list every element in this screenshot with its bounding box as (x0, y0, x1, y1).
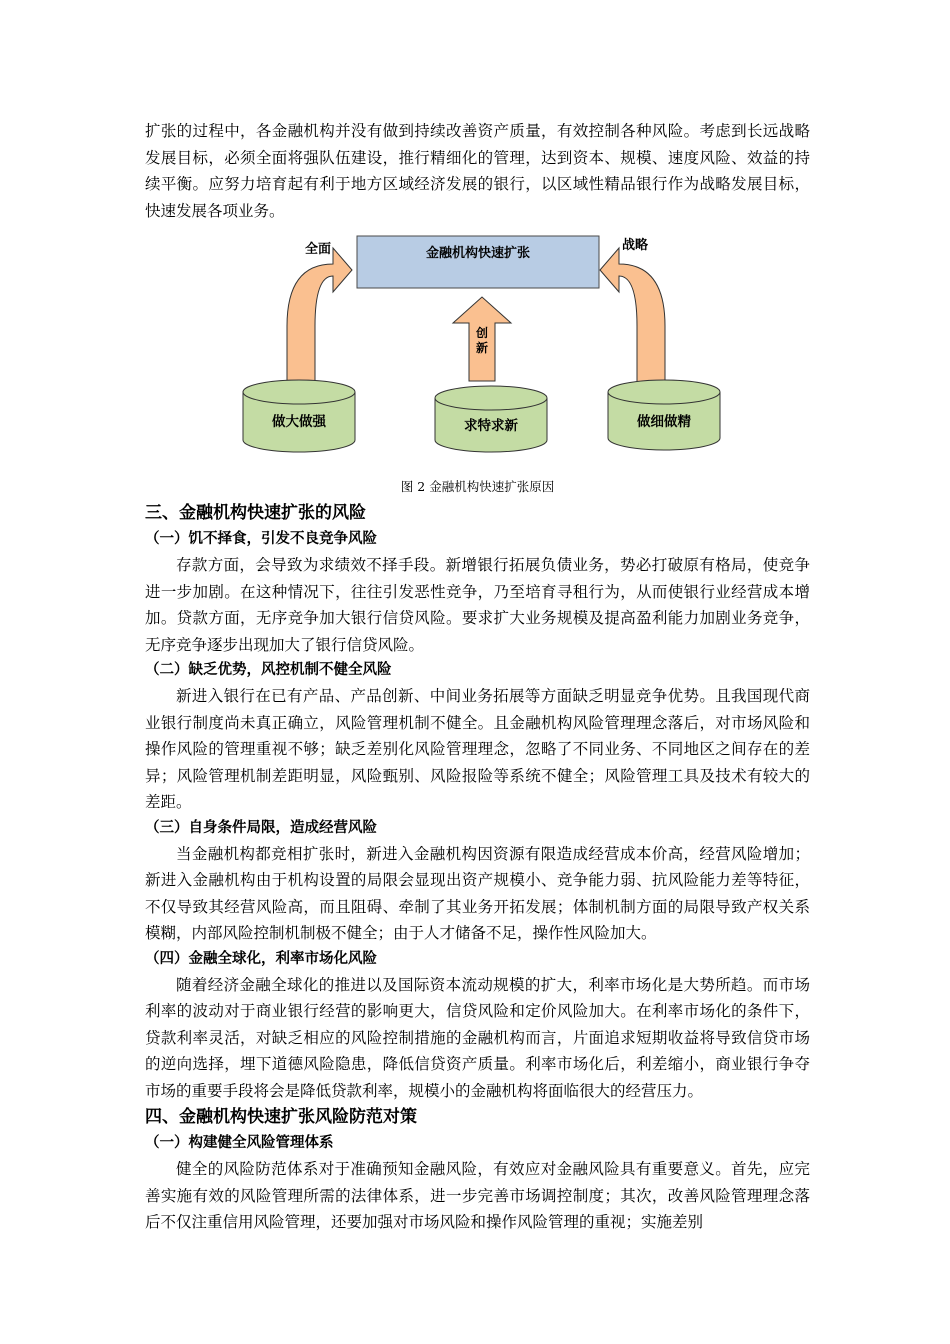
left-arrow-label: 全面 (305, 242, 332, 257)
right-arrow-label: 战略 (622, 238, 649, 253)
section4-heading: 四、金融机构快速扩张风险防范对策 (145, 1107, 417, 1127)
middle-cylinder (435, 386, 547, 452)
section3-sub2-heading: （二）缺乏优势，风控机制不健全风险 (145, 662, 392, 678)
left-cylinder (243, 380, 355, 452)
section3-sub2-text: 新进入银行在已有产品、产品创新、中间业务拓展等方面缺乏明显竞争优势。且我国现代商业银行制度尚未真正确立，风险管理机制不健全。且金融机构风险管理理念落后，对市场风险和操作风险的管理重视不够；缺乏差别化风险管理理念，忽略了不同业务、不同地区之间存在的差异；风险管理机制差距明显，风险甄别、风险报险等系统不健全；风险管理工具及技术有较大的差距。 (145, 687, 810, 811)
section3-sub3-heading: （三）自身条件局限，造成经营风险 (145, 819, 377, 836)
section3-sub3-text: 当金融机构都竞相扩张时，新进入金融机构因资源有限造成经营成本价高，经营风险增加；新进入金融机构由于机构设置的局限会显现出资产规模小、竞争能力弱、抗风险能力差等特征，不仅导致其经营风险高，而且阻碍、牵制了其业务开拓发展；体制机制方面的局限导致产权关系模糊，内部风险控制机制极不健全；由于人才储备不足，操作性风险加大。 (145, 844, 810, 942)
middle-arrow-label-2: 新 (475, 341, 489, 355)
diagram-svg (145, 226, 810, 476)
middle-arrow-label-1: 创 (475, 326, 489, 340)
right-cylinder (608, 380, 720, 450)
section3-heading: 三、金融机构快速扩张的风险 (145, 503, 366, 523)
right-cylinder-label: 做细做精 (637, 414, 691, 430)
document-page (145, 118, 810, 1236)
section4-sub1-heading: （一）构建健全风险管理体系 (145, 1135, 334, 1151)
left-curved-arrow (287, 248, 352, 394)
top-box-label: 金融机构快速扩张 (425, 246, 531, 261)
middle-cylinder-label: 求特求新 (464, 418, 518, 434)
section3-sub1-text: 存款方面，会导致为求绩效不择手段。新增银行拓展负债业务，势必打破原有格局，使竞争进一步加剧。在这种情况下，往往引发恶性竞争，乃至培育寻租行为，从而使银行业经营成本增加。贷款方面，无序竞争加大银行信贷风险。要求扩大业务规模及提高盈利能力加剧业务竞争，无序竞争逐步出现加大了银行信贷风险。 (145, 556, 810, 654)
expansion-diagram (145, 226, 810, 476)
section3-sub1-heading: （一）饥不择食，引发不良竞争风险 (145, 531, 377, 547)
section4-sub1-text: 健全的风险防范体系对于准确预知金融风险，有效应对金融风险具有重要意义。首先，应完善实施有效的风险管理所需的法律体系，进一步完善市场调控制度；其次，改善风险管理理念落后不仅注重信用风险管理，还要加强对市场风险和操作风险管理的重视；实施差别 (145, 1160, 810, 1231)
left-cylinder-label: 做大做强 (272, 414, 326, 430)
top-box (357, 236, 599, 288)
right-curved-arrow (600, 248, 665, 394)
figure-caption: 图 2 金融机构快速扩张原因 (400, 479, 555, 494)
intro-paragraph: 扩张的过程中，各金融机构并没有做到持续改善资产质量，有效控制各种风险。考虑到长远战略发展目标，必须全面将强队伍建设，推行精细化的管理，达到资本、规模、速度风险、效益的持续平衡。应努力培育起有利于地方区域经济发展的银行，以区域性精品银行作为战略发展目标，快速发展各项业务。 (145, 122, 810, 220)
section3-sub4-heading: （四）金融全球化，利率市场化风险 (145, 950, 377, 967)
section3-sub4-text: 随着经济金融全球化的推进以及国际资本流动规模的扩大，利率市场化是大势所趋。而市场利率的波动对于商业银行经营的影响更大，信贷风险和定价风险加大。在利率市场化的条件下，贷款利率灵活，对缺乏相应的风险控制措施的金融机构而言，片面追求短期收益将导致信贷市场的逆向选择，埋下道德风险隐患，降低信贷资产质量。利率市场化后，利差缩小，商业银行争夺市场的重要手段将会是降低贷款利率，规模小的金融机构将面临很大的经营压力。 (145, 975, 810, 1100)
